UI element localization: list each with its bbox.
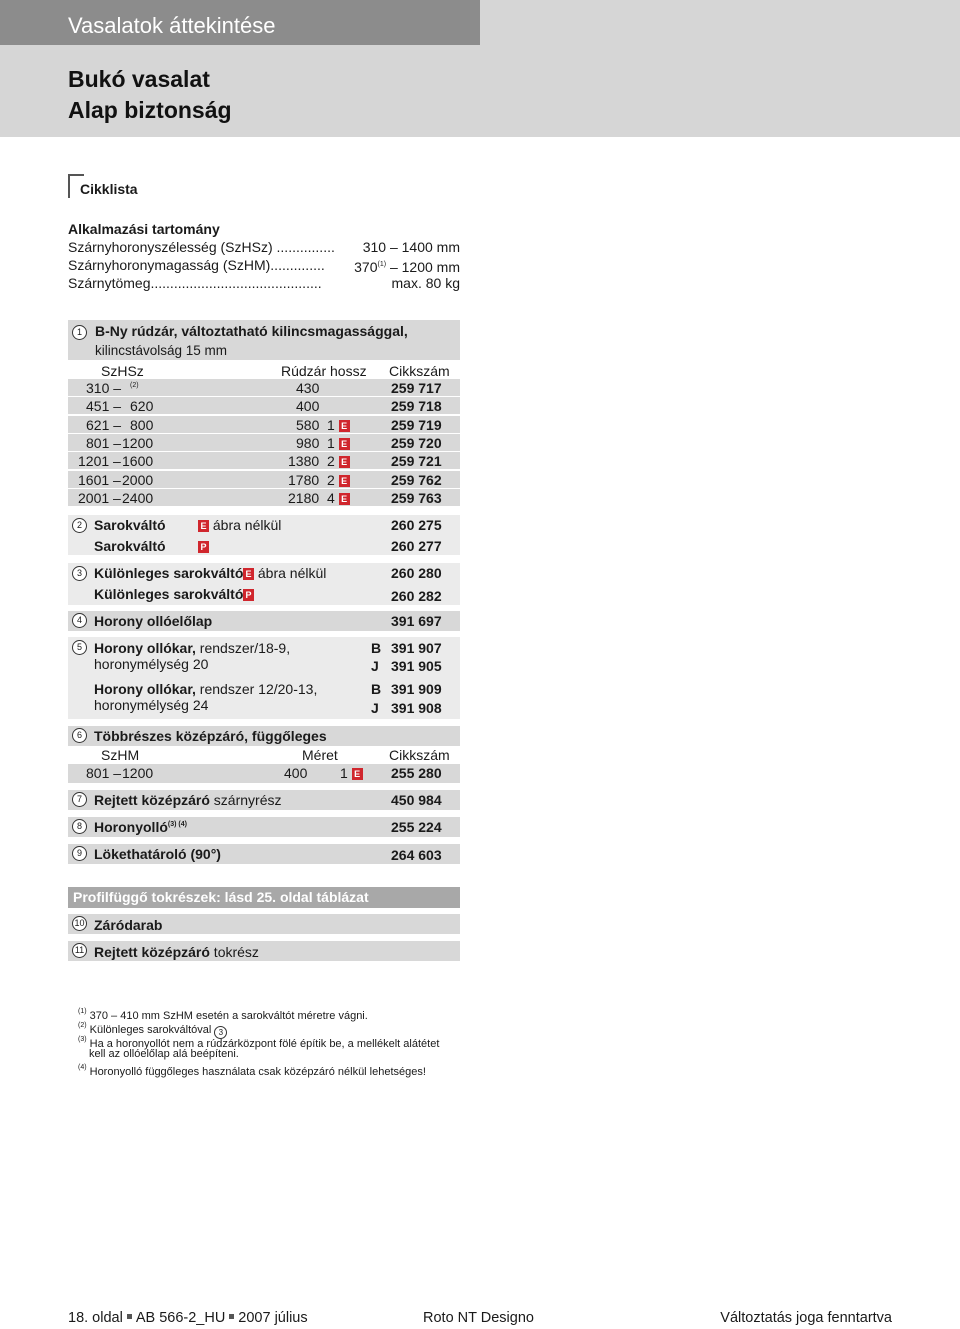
item6-number: 6 <box>72 728 87 743</box>
item5b-b-letter: B <box>371 681 382 697</box>
row-to: 620 <box>130 398 154 414</box>
item2-row2-name: Sarokváltó <box>94 538 166 554</box>
width-row <box>68 238 460 256</box>
item5-number: 5 <box>72 640 87 655</box>
row-article: 259 720 <box>391 435 442 451</box>
row-article: 259 762 <box>391 472 442 488</box>
item6-row-qty: 1 E <box>340 765 363 781</box>
row-length: 2180 <box>288 490 320 506</box>
row-from: 1201 – <box>78 453 121 469</box>
weight-row <box>68 274 460 292</box>
row-from: 1601 – <box>78 472 121 488</box>
item9-name: Lökethatároló (90°) <box>94 846 221 862</box>
footnote-2: $^{(2)}$ Különleges sarokváltóval 3 <box>78 1019 227 1039</box>
item2-row1-name: Sarokváltó <box>94 517 166 533</box>
footer-product: Roto NT Designo <box>423 1310 534 1326</box>
item4-name: Horony ollóelőlap <box>94 613 213 629</box>
row-from: 621 – <box>86 417 122 433</box>
item5b-j-article: 391 908 <box>391 700 442 716</box>
item3-row2-article: 260 282 <box>391 588 442 604</box>
row-quantity: 1 E <box>327 435 350 451</box>
item5a-j-letter: J <box>371 658 379 674</box>
item7-name: Rejtett középzáró szárnyrész <box>94 792 282 808</box>
row-article: 259 717 <box>391 380 442 396</box>
item2-row2-type <box>198 538 209 554</box>
item1-number: 1 <box>72 325 87 340</box>
width-label: Szárnyhoronyszélesség (SzHSz) ............... <box>68 239 335 255</box>
item3-row1-note: ábra nélkül <box>257 565 327 581</box>
e-badge: E <box>352 768 363 780</box>
item9-number: 9 <box>72 846 87 861</box>
item11-name: Rejtett középzáró tokrész <box>94 944 259 960</box>
item2-row1-type <box>198 517 281 533</box>
subtitle-line1: Bukó vasalat <box>68 66 210 92</box>
application-range <box>68 220 460 292</box>
footer-page-info: 18. oldal AB 566-2_HU 2007 július <box>68 1310 308 1326</box>
item8-name: Horonyolló$^{(3) (4)}$ <box>94 819 187 835</box>
item5b-j-letter: J <box>371 700 379 716</box>
page-title: Vasalatok áttekintése <box>68 13 276 38</box>
e-badge: E <box>339 456 350 468</box>
item8-article: 255 224 <box>391 819 442 835</box>
row-to: 800 <box>130 417 154 433</box>
item10-name: Záródarab <box>94 917 163 933</box>
height-label: Szárnyhoronymagasság (SzHM).............. <box>68 257 325 273</box>
row-to: 1200 <box>122 435 154 451</box>
item5a-b-letter: B <box>371 640 382 656</box>
subtitle-line2: Alap biztonság <box>68 97 232 123</box>
e-badge: E <box>198 520 209 532</box>
item10-number: 10 <box>72 916 87 931</box>
item5a-b-article: 391 907 <box>391 640 442 656</box>
item1-col-length: Rúdzár hossz <box>281 363 367 379</box>
row-to <box>130 380 139 396</box>
e-badge: E <box>339 475 350 487</box>
row-from: 310 – <box>86 380 122 396</box>
profile-bar-text: Profilfüggő tokrészek: lásd 25. oldal táblázat <box>73 889 369 905</box>
row-to: 2000 <box>122 472 154 488</box>
e-badge: E <box>243 568 254 580</box>
item1-col-szhsz: SzHSz <box>101 363 144 379</box>
item5a-j-article: 391 905 <box>391 658 442 674</box>
footnote-1: $^{(1)}$ 370 – 410 mm SzHM esetén a sarokváltót méretre vágni. <box>78 1008 368 1022</box>
cikklista-marker <box>68 174 138 198</box>
item1-title: B-Ny rúdzár, változtatható kilincsmagassággal, <box>95 323 408 339</box>
cikklista-label: Cikklista <box>80 181 138 197</box>
row-article: 259 719 <box>391 417 442 433</box>
subtitle <box>68 64 232 126</box>
item7-number: 7 <box>72 792 87 807</box>
item5b-name: Horony ollókar, rendszer 12/20-13, <box>94 681 318 697</box>
item3-row2-name: Különleges sarokváltó <box>94 586 244 602</box>
row-from: 2001 – <box>78 490 121 506</box>
footnote-3: $^{(3)}$ Ha a horonyollót nem a rúdzárközpont fölé építik be, a mellékelt alátétet <box>78 1036 440 1050</box>
row-quantity: 2 E <box>327 453 350 469</box>
item3-row1-type <box>243 565 326 581</box>
footnote-4: $^{(4)}$ Horonyolló függőleges használata csak középzáró nélkül lehetséges! <box>78 1064 426 1078</box>
item5b-b-article: 391 909 <box>391 681 442 697</box>
width-value: 310 – 1400 mm <box>362 239 460 255</box>
row-length: 980 <box>296 435 320 451</box>
item2-row1-note: ábra nélkül <box>212 517 282 533</box>
item2-number: 2 <box>72 518 87 533</box>
item3-row1-name: Különleges sarokváltó <box>94 565 244 581</box>
row-length: 1380 <box>288 453 320 469</box>
row-length: 1780 <box>288 472 320 488</box>
row-length: 400 <box>296 398 320 414</box>
item5a-name: Horony ollókar, rendszer/18-9, <box>94 640 291 656</box>
item1-title-line2: kilincstávolság 15 mm <box>95 343 228 358</box>
row-article: 259 763 <box>391 490 442 506</box>
item6-name: Többrészes középzáró, függőleges <box>94 728 327 744</box>
item5a-line2: horonymélység 20 <box>94 656 209 672</box>
item5b-line2: horonymélység 24 <box>94 697 209 713</box>
item3-row1-article: 260 280 <box>391 565 442 581</box>
item2-row1-article: 260 275 <box>391 517 442 533</box>
e-badge: E <box>339 493 350 505</box>
item7-article: 450 984 <box>391 792 442 808</box>
row-article: 259 721 <box>391 453 442 469</box>
e-badge: E <box>339 438 350 450</box>
item6-row-from: 801 – <box>86 765 122 781</box>
height-row <box>68 256 460 274</box>
item3-row2-type <box>243 586 254 602</box>
item6-row-size: 400 <box>284 765 308 781</box>
row-article: 259 718 <box>391 398 442 414</box>
item6-row-article: 255 280 <box>391 765 442 781</box>
height-value: 370$^{(1)}$ – 1200 mm <box>354 259 460 275</box>
p-badge: P <box>198 541 209 553</box>
row-quantity: 2 E <box>327 472 350 488</box>
application-heading: Alkalmazási tartomány <box>68 221 220 237</box>
row-footnote-mark: (2) <box>130 382 139 389</box>
item2-row2-article: 260 277 <box>391 538 442 554</box>
item4-number: 4 <box>72 613 87 628</box>
weight-value: max. 80 kg <box>391 275 460 291</box>
title-bar <box>0 0 480 45</box>
row-to: 1600 <box>122 453 154 469</box>
row-quantity: 1 E <box>327 417 350 433</box>
e-badge: E <box>339 420 350 432</box>
row-length: 430 <box>296 380 320 396</box>
item4-article: 391 697 <box>391 613 442 629</box>
item1-col-article: Cikkszám <box>389 363 450 379</box>
weight-label: Szárnytömeg............................................ <box>68 275 322 291</box>
row-length: 580 <box>296 417 320 433</box>
item6-row-to: 1200 <box>122 765 154 781</box>
item9-article: 264 603 <box>391 847 442 863</box>
row-to: 2400 <box>122 490 154 506</box>
footer-note: Változtatás joga fenntartva <box>720 1310 892 1326</box>
item3-number: 3 <box>72 566 87 581</box>
item6-col-szhm: SzHM <box>101 747 140 763</box>
p-badge: P <box>243 589 254 601</box>
item6-col-size: Méret <box>302 747 338 763</box>
row-from: 451 – <box>86 398 122 414</box>
row-from: 801 – <box>86 435 122 451</box>
item6-col-article: Cikkszám <box>389 747 450 763</box>
item8-number: 8 <box>72 819 87 834</box>
row-quantity: 4 E <box>327 490 350 506</box>
footnote-3-line2: kell az ollóelőlap alá beépíteni. <box>89 1048 239 1060</box>
item11-number: 11 <box>72 943 87 958</box>
